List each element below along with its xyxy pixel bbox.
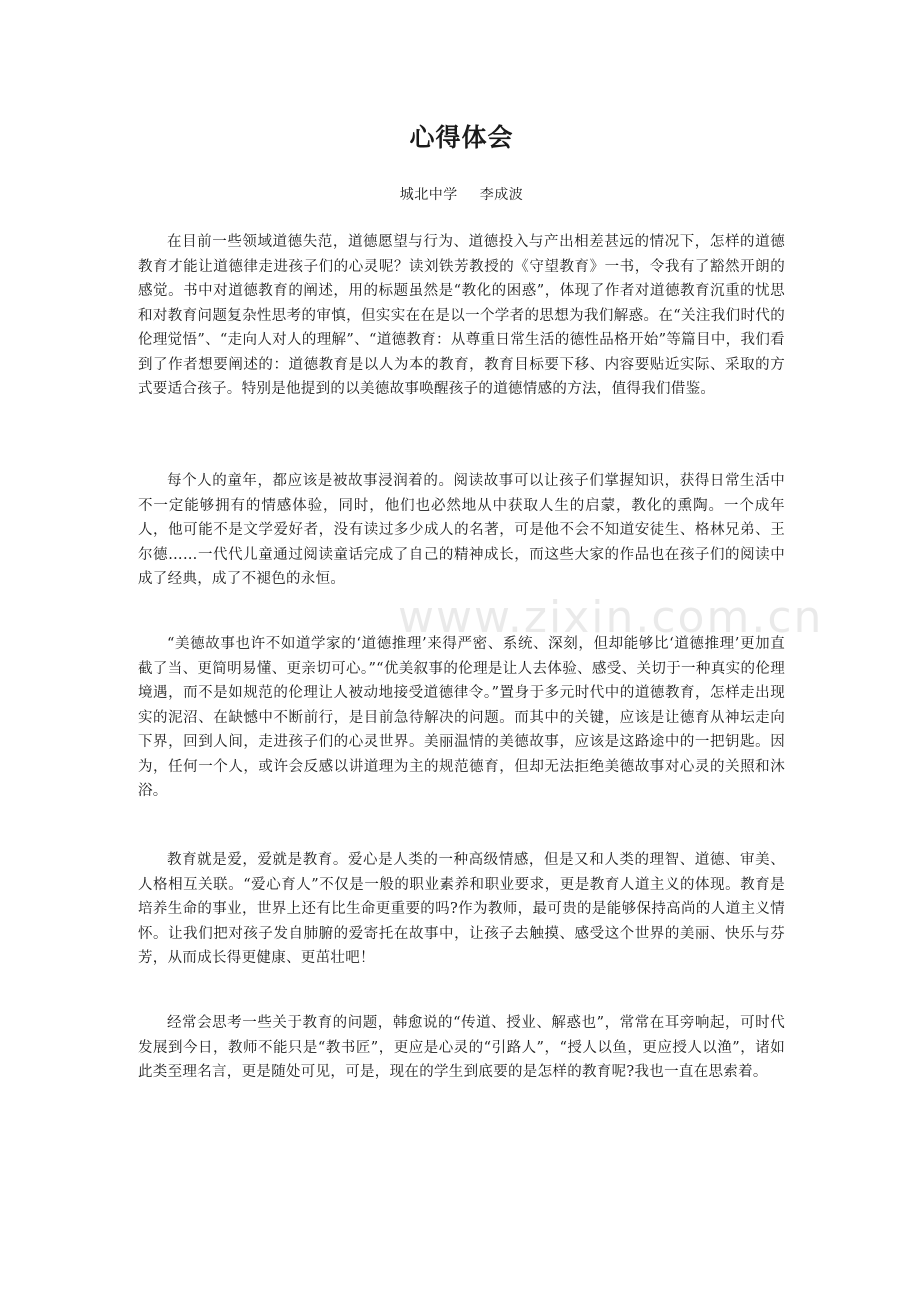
author-name: 李成波: [479, 187, 524, 203]
document-title: 心得体会: [409, 123, 514, 152]
school-name: 城北中学: [399, 187, 458, 203]
byline: [138, 184, 785, 204]
paragraph-5: 经常会思考一些关于教育的问题，韩愈说的“传道、授业、解惑也”，常常在耳旁响起，可时代发展到今日，教师不能只是“教书匠”，更应是心灵的“引路人”，“授人以鱼，更应授人以渔”，诸如此类至理名言，更是随处可见，可是，现在的学生到底要的是怎样的教育呢?我也一直在思索着。: [138, 1015, 785, 1080]
paragraph-1: 在目前一些领域道德失范，道德愿望与行为、道德投入与产出相差甚远的情况下，怎样的道德教育才能让道德律走进孩子们的心灵呢？读刘铁芳教授的《守望教育》一书，令我有了豁然开朗的感觉。书中对道德教育的阐述，用的标题虽然是“教化的困惑”，体现了作者对道德教育沉重的忧思和对教育问题复杂性思考的审慎，但实实在在是以一个学者的思想为我们解惑。在“关注我们时代的伦理觉悟”、“走向人对人的理解”、“道德教育：从尊重日常生活的德性品格开始”等篇目中，我们看到了作者想要阐述的：道德教育是以人为本的教育，教育目标要下移、内容要贴近实际、采取的方式要适合孩子。特别是他提到的以美德故事唤醒孩子的道德情感的方法，值得我们借鉴。: [138, 234, 785, 397]
paragraph-2: 每个人的童年，都应该是被故事浸润着的。阅读故事可以让孩子们掌握知识，获得日常生活中不一定能够拥有的情感体验，同时，他们也必然地从中获取人生的启蒙，教化的熏陶。一个成年人，他可能不是文学爱好者，没有读过多少成人的名著，可是他不会不知道安徒生、格林兄弟、王尔德……一代代儿童通过阅读童话完成了自己的精神成长，而这些大家的作品也在孩子们的阅读中成了经典，成了不褪色的永恒。: [138, 473, 785, 587]
paragraph-4: 教育就是爱，爱就是教育。爱心是人类的一种高级情感，但是又和人类的理智、道德、审美、人格相互关联。“爱心育人”不仅是一般的职业素养和职业要求，更是教育人道主义的体现。教育是培养生命的事业，世界上还有比生命更重要的吗?作为教师，最可贵的是能够保持高尚的人道主义情怀。让我们把对孩子发自肺腑的爱寄托在故事中，让孩子去触摸、感受这个世界的美丽、快乐与芬芳，从而成长得更健康、更茁壮吧！: [138, 852, 785, 966]
paragraph-3: “美德故事也许不如道学家的‘道德推理’来得严密、系统、深刻，但却能够比‘道德推理’更加直截了当、更简明易懂、更亲切可心。”“优美叙事的伦理是让人去体验、感受、关切于一种真实的伦理境遇，而不是如规范的伦理让人被动地接受道德律令。”置身于多元时代中的道德教育，怎样走出现实的泥沼、在缺憾中不断前行，是目前急待解决的问题。而其中的关键，应该是让德育从神坛走向下界，回到人间，走进孩子们的心灵世界。美丽温情的美德故事，应该是这路途中的一把钥匙。因为，任何一个人，或许会反感以讲道理为主的规范德育，但却无法拒绝美德故事对心灵的关照和沐浴。: [138, 636, 785, 799]
watermark: www.zixin.com.cn: [398, 592, 824, 643]
